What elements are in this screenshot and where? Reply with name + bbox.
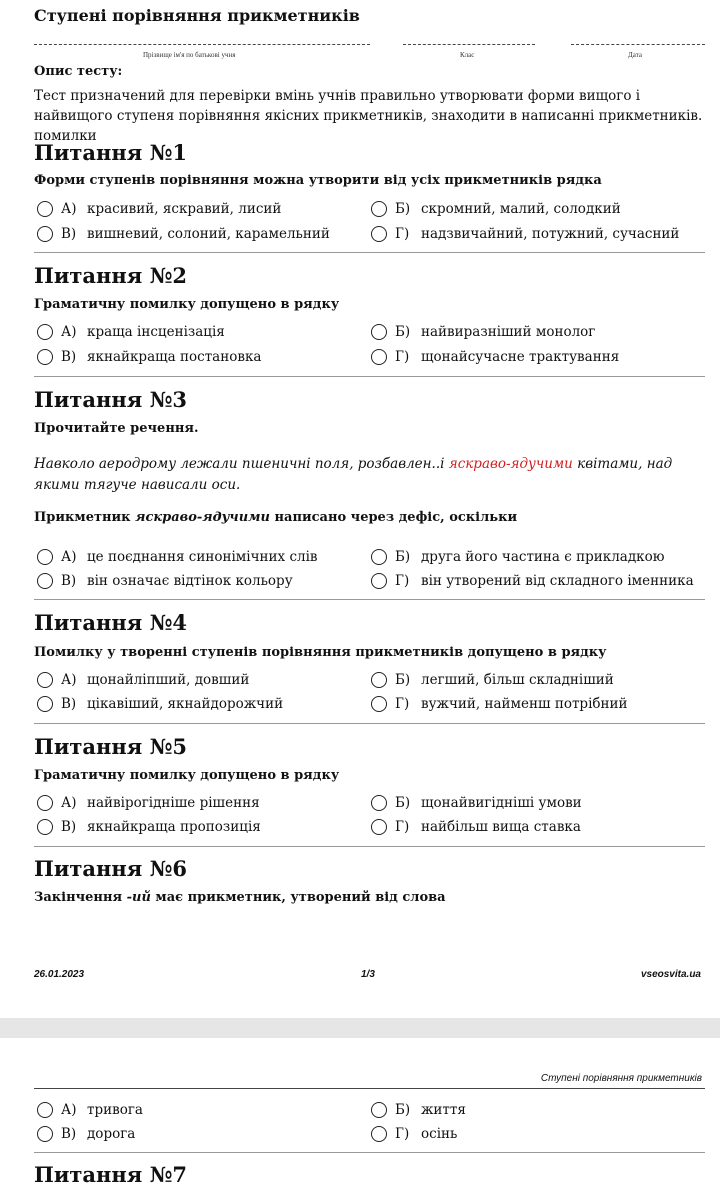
question-3-subquestion: Прикметник яскраво-ядучими написано через дефіс, оскільки <box>34 510 518 525</box>
q4-option-d[interactable]: Г) вужчий, найменш потрібний <box>371 696 628 712</box>
question-4-title: Питання №4 <box>34 610 188 635</box>
radio-circle-icon[interactable] <box>371 1102 387 1118</box>
radio-circle-icon[interactable] <box>37 324 53 340</box>
q6-option-b[interactable]: Б) життя <box>371 1102 466 1118</box>
question-1-title: Питання №1 <box>34 140 188 165</box>
radio-circle-icon[interactable] <box>371 324 387 340</box>
separator <box>34 723 705 724</box>
separator <box>34 252 705 253</box>
radio-circle-icon[interactable] <box>37 1126 53 1142</box>
radio-circle-icon[interactable] <box>37 573 53 589</box>
radio-circle-icon[interactable] <box>37 201 53 217</box>
question-5-title: Питання №5 <box>34 734 188 759</box>
radio-circle-icon[interactable] <box>37 226 53 242</box>
description-label: Опис тесту: <box>34 64 123 79</box>
q1-option-c[interactable]: В) вишневий, солоний, карамельний <box>37 226 330 242</box>
radio-circle-icon[interactable] <box>37 795 53 811</box>
name-line <box>34 44 370 45</box>
question-2-title: Питання №2 <box>34 263 188 288</box>
q3-option-c[interactable]: В) він означає відтінок кольору <box>37 573 293 589</box>
radio-circle-icon[interactable] <box>37 696 53 712</box>
date-line <box>571 44 705 45</box>
q1-option-a[interactable]: А) красивий, яскравий, лисий <box>37 201 281 217</box>
radio-circle-icon[interactable] <box>371 795 387 811</box>
footer-page: 1/3 <box>361 969 375 980</box>
header-line <box>34 1088 705 1089</box>
question-3-sentence: Навколо аеродрому лежали пшеничні поля, розбавлен..і яскраво-ядучими квітами, над якими тягуче нависали оси. <box>34 456 673 493</box>
radio-circle-icon[interactable] <box>371 573 387 589</box>
q4-option-b[interactable]: Б) легший, більш складніший <box>371 672 614 688</box>
page-gap <box>0 1018 720 1038</box>
question-3-text: Прочитайте речення. <box>34 421 199 436</box>
class-label: Клас <box>460 51 475 59</box>
q2-option-d[interactable]: Г) щонайсучасне трактування <box>371 349 619 365</box>
q5-option-d[interactable]: Г) найбільш вища ставка <box>371 819 581 835</box>
q1-option-d[interactable]: Г) надзвичайний, потужний, сучасний <box>371 226 679 242</box>
question-4-text: Помилку у творенні ступенів порівняння прикметників допущено в рядку <box>34 645 607 660</box>
q2-option-a[interactable]: А) краща інсценізація <box>37 324 225 340</box>
radio-circle-icon[interactable] <box>371 672 387 688</box>
radio-circle-icon[interactable] <box>37 549 53 565</box>
page-2-header: Ступені порівняння прикметників <box>540 1073 702 1084</box>
q3-option-a[interactable]: А) це поєднання синонімічних слів <box>37 549 318 565</box>
footer-site: vseosvita.ua <box>640 969 701 980</box>
q4-option-c[interactable]: В) цікавіший, якнайдорожчий <box>37 696 283 712</box>
separator <box>34 599 705 600</box>
q5-option-a[interactable]: А) найвірогідніше рішення <box>37 795 260 811</box>
q2-option-c[interactable]: В) якнайкраща постановка <box>37 349 261 365</box>
question-6-title: Питання №6 <box>34 856 188 881</box>
question-1-text: Форми ступенів порівняння можна утворити від усіх прикметників рядка <box>34 173 602 188</box>
q6-option-c[interactable]: В) дорога <box>37 1126 135 1142</box>
name-label: Прізвище ім'я по батькові учня <box>143 51 236 59</box>
radio-circle-icon[interactable] <box>371 819 387 835</box>
q3-option-d[interactable]: Г) він утворений від складного іменника <box>371 573 694 589</box>
question-5-text: Граматичну помилку допущено в рядку <box>34 768 340 783</box>
q2-option-b[interactable]: Б) найвиразніший монолог <box>371 324 595 340</box>
radio-circle-icon[interactable] <box>371 549 387 565</box>
q5-option-c[interactable]: В) якнайкраща пропозиція <box>37 819 261 835</box>
radio-circle-icon[interactable] <box>371 226 387 242</box>
q6-option-a[interactable]: А) тривога <box>37 1102 143 1118</box>
separator <box>34 1152 705 1153</box>
document-title: Ступені порівняння прикметників <box>34 6 360 25</box>
date-label: Дата <box>628 51 642 59</box>
footer-date: 26.01.2023 <box>34 969 85 980</box>
radio-circle-icon[interactable] <box>37 349 53 365</box>
question-3-title: Питання №3 <box>34 387 188 412</box>
q5-option-b[interactable]: Б) щонайвигідніші умови <box>371 795 582 811</box>
radio-circle-icon[interactable] <box>371 201 387 217</box>
radio-circle-icon[interactable] <box>371 1126 387 1142</box>
separator <box>34 846 705 847</box>
radio-circle-icon[interactable] <box>37 1102 53 1118</box>
question-6-text: Закінчення -ий має прикметник, утворений від слова <box>34 890 446 905</box>
q1-option-b[interactable]: Б) скромний, малий, солодкий <box>371 201 621 217</box>
radio-circle-icon[interactable] <box>37 819 53 835</box>
q4-option-a[interactable]: А) щонайліпший, довший <box>37 672 249 688</box>
radio-circle-icon[interactable] <box>37 672 53 688</box>
q3-option-b[interactable]: Б) друга його частина є прикладкою <box>371 549 664 565</box>
question-2-text: Граматичну помилку допущено в рядку <box>34 297 340 312</box>
radio-circle-icon[interactable] <box>371 696 387 712</box>
description-text: Тест призначений для перевірки вмінь учнів правильно утворювати форми вищого і найвищого ступеня порівняння якісних прикметників, знаходити в написанні прикметників. помилки <box>34 88 703 144</box>
question-7-title: Питання №7 <box>34 1162 188 1187</box>
radio-circle-icon[interactable] <box>371 349 387 365</box>
separator <box>34 376 705 377</box>
highlighted-word: яскраво-ядучими <box>448 456 573 472</box>
q6-option-d[interactable]: Г) осінь <box>371 1126 457 1142</box>
class-line <box>403 44 535 45</box>
